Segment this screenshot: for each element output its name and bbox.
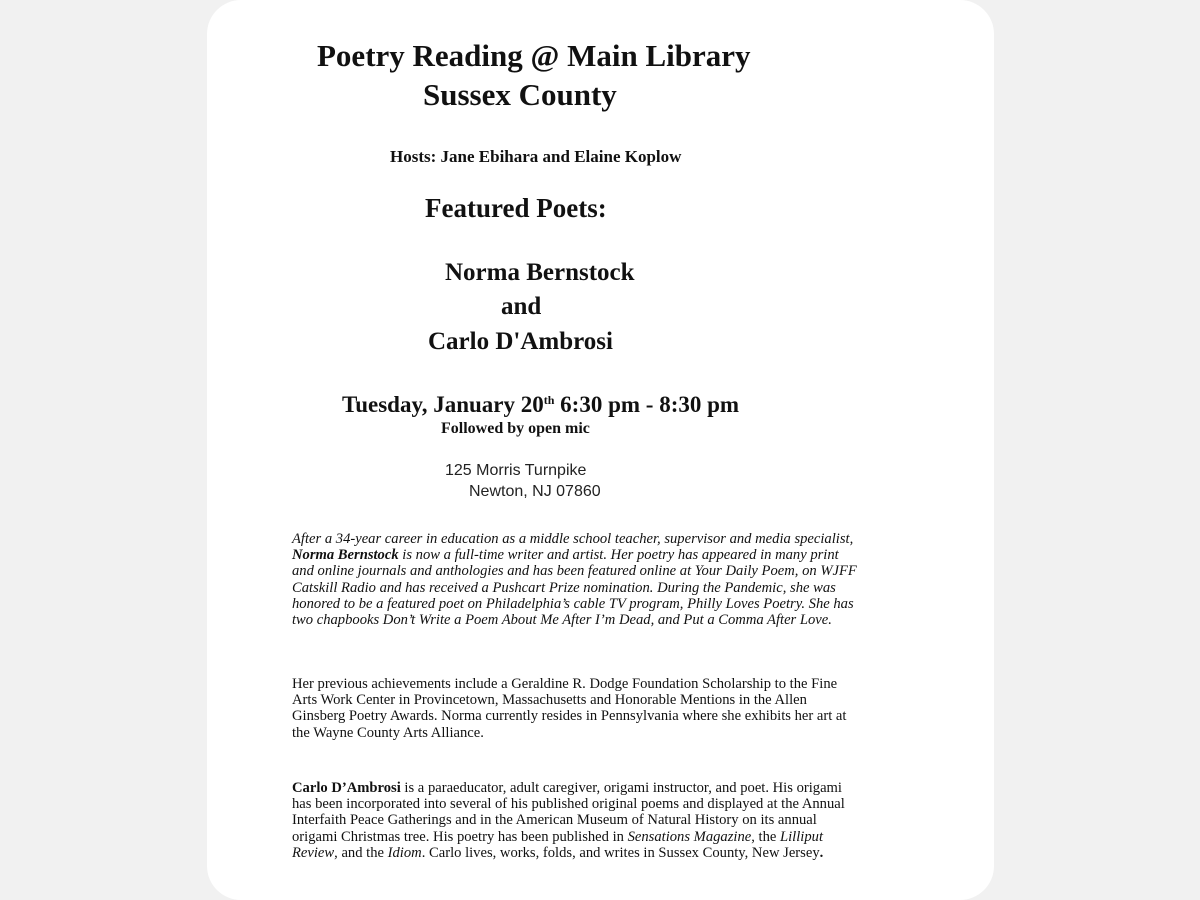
bio-line <box>292 829 932 845</box>
bio-line <box>292 547 932 563</box>
bio-line-text: , and the <box>334 844 388 861</box>
bio-line-text: is a paraeducator, adult caregiver, origami instructor, and poet. His origami <box>400 780 842 796</box>
event-date: Tuesday, January 20 <box>342 392 544 417</box>
bio-line: Her previous achievements include a Geraldine R. Dodge Foundation Scholarship to the Fine <box>292 676 838 692</box>
bio-line: and online journals and anthologies and has been featured online at Your Daily Poem, on WJFF <box>292 563 857 580</box>
poet-name-norma: Norma Bernstock <box>445 259 635 286</box>
date-ordinal: th <box>543 393 555 407</box>
flyer-page <box>207 0 994 900</box>
address-street: 125 Morris Turnpike <box>445 462 587 479</box>
open-mic-note: Followed by open mic <box>441 420 590 437</box>
event-subtitle: Sussex County <box>423 77 617 112</box>
bio-norma-name: Norma Bernstock <box>292 547 399 564</box>
bio-line-text: origami Christmas tree. His poetry has been published in <box>292 828 628 845</box>
bio-line: the Wayne County Arts Alliance. <box>292 724 484 741</box>
address-city: Newton, NJ 07860 <box>469 483 601 500</box>
bio-line: Catskill Radio and has received a Pushcart Prize nomination. During the Pandemic, she was <box>292 579 836 596</box>
bio-line: honored to be a featured poet on Philadelphia’s cable TV program, Philly Loves Poetry. She has <box>292 595 854 612</box>
publication-title: Review <box>292 844 335 861</box>
event-date-time <box>342 392 739 418</box>
bio-line: two chapbooks Don’t Write a Poem About Me After I’m Dead, and Put a Comma After Love. <box>292 612 832 629</box>
bio-line-end: . <box>819 844 824 861</box>
bio-carlo-name: Carlo D’Ambrosi <box>292 780 401 796</box>
bio-line <box>292 780 932 796</box>
featured-heading: Featured Poets: <box>425 193 607 223</box>
bio-norma-paragraph <box>292 531 932 628</box>
publication-title: Sensations Magazine <box>627 828 752 845</box>
bio-carlo-paragraph <box>292 780 932 861</box>
bio-line: has been incorporated into several of his published original poems and displayed at the Annual <box>292 796 845 813</box>
event-time: 6:30 pm - 8:30 pm <box>554 392 740 417</box>
bio-line-text: . Carlo lives, works, folds, and writes in Sussex County, New Jersey <box>421 844 820 861</box>
bio-norma-achievements-paragraph <box>292 676 932 741</box>
bio-line: Arts Work Center in Provincetown, Massachusetts and Honorable Mentions in the Allen <box>292 692 807 709</box>
bio-line: Ginsberg Poetry Awards. Norma currently resides in Pennsylvania where she exhibits her art at <box>292 708 847 725</box>
poet-conjunction: and <box>501 293 542 320</box>
bio-line: Interfaith Peace Gatherings and in the American Museum of Natural History on its annual <box>292 812 817 829</box>
poet-name-carlo: Carlo D'Ambrosi <box>428 328 613 355</box>
hosts-line: Hosts: Jane Ebihara and Elaine Koplow <box>390 147 682 166</box>
bio-line-text: is now a full-time writer and artist. Her poetry has appeared in many print <box>398 547 839 564</box>
bio-line: After a 34-year career in education as a middle school teacher, supervisor and media specialist, <box>292 531 854 547</box>
bio-line <box>292 845 932 861</box>
publication-title: Lilliput <box>780 828 823 845</box>
publication-title: Idiom <box>387 844 422 861</box>
bio-line-text: , the <box>751 828 781 845</box>
event-title: Poetry Reading @ Main Library <box>317 38 751 73</box>
